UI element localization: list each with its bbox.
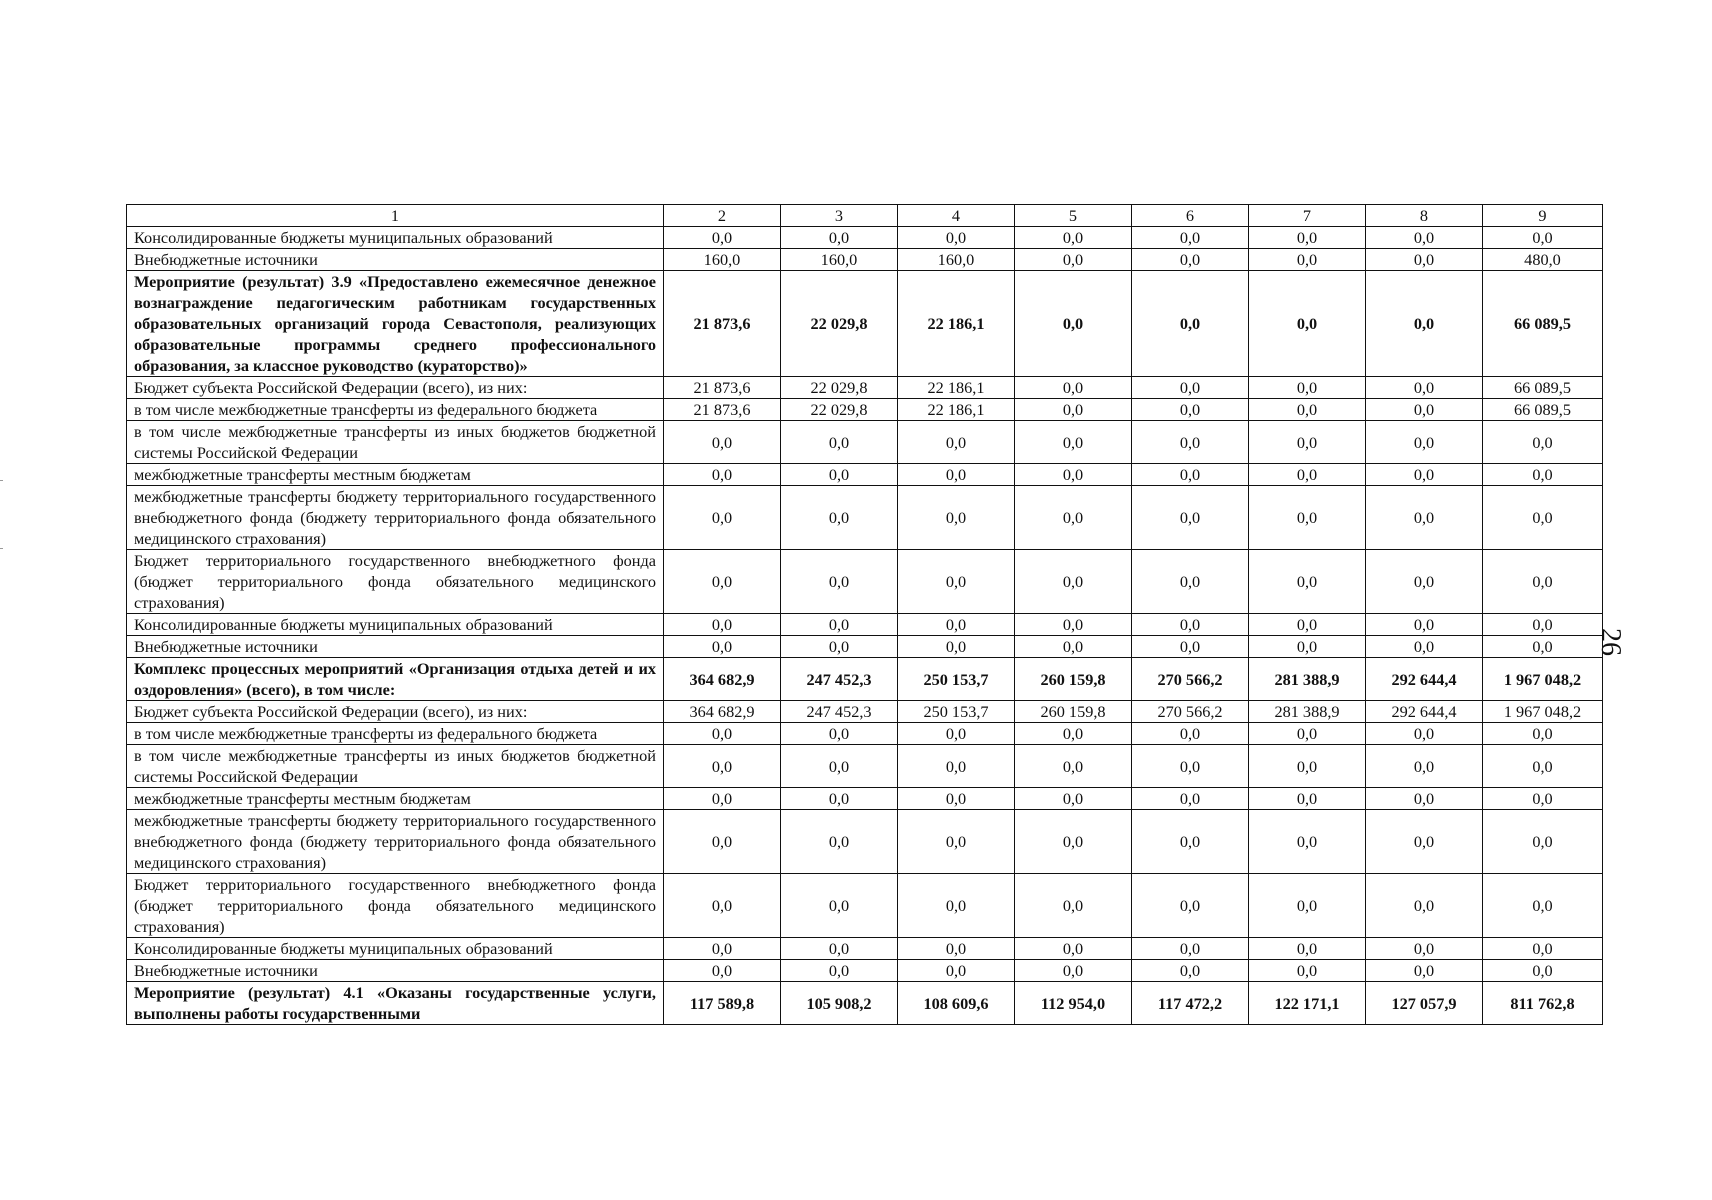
value-cell: 21 873,6	[664, 399, 781, 421]
value-cell: 292 644,4	[1366, 701, 1483, 723]
value-cell: 0,0	[781, 486, 898, 550]
value-cell: 0,0	[898, 421, 1015, 464]
value-cell: 0,0	[1249, 227, 1366, 249]
value-cell: 22 029,8	[781, 377, 898, 399]
value-cell: 247 452,3	[781, 701, 898, 723]
value-cell: 0,0	[898, 938, 1015, 960]
value-cell: 0,0	[1366, 271, 1483, 377]
value-cell: 0,0	[1015, 550, 1132, 614]
column-header: 9	[1483, 205, 1603, 227]
value-cell: 0,0	[1132, 399, 1249, 421]
value-cell: 0,0	[781, 421, 898, 464]
value-cell: 0,0	[1249, 377, 1366, 399]
table-row	[127, 464, 1603, 486]
column-header: 4	[898, 205, 1015, 227]
value-cell: 0,0	[664, 810, 781, 874]
table-row	[127, 249, 1603, 271]
value-cell: 0,0	[1132, 227, 1249, 249]
row-label: Консолидированные бюджеты муниципальных образований	[127, 227, 664, 249]
value-cell: 0,0	[1483, 636, 1603, 658]
value-cell: 0,0	[1132, 874, 1249, 938]
value-cell: 0,0	[1015, 788, 1132, 810]
row-label: Консолидированные бюджеты муниципальных образований	[127, 938, 664, 960]
value-cell: 0,0	[1366, 788, 1483, 810]
value-cell: 0,0	[1015, 723, 1132, 745]
value-cell: 22 186,1	[898, 399, 1015, 421]
table-row	[127, 614, 1603, 636]
row-label: Мероприятие (результат) 4.1 «Оказаны государственные услуги, выполнены работы государственными	[127, 982, 664, 1025]
value-cell: 127 057,9	[1366, 982, 1483, 1025]
row-label: в том числе межбюджетные трансферты из федерального бюджета	[127, 399, 664, 421]
value-cell: 0,0	[1015, 377, 1132, 399]
value-cell: 0,0	[781, 227, 898, 249]
value-cell: 22 186,1	[898, 271, 1015, 377]
table-row	[127, 982, 1603, 1025]
value-cell: 0,0	[1132, 636, 1249, 658]
row-label: межбюджетные трансферты местным бюджетам	[127, 464, 664, 486]
value-cell: 0,0	[1249, 421, 1366, 464]
value-cell: 0,0	[1366, 399, 1483, 421]
table-row	[127, 636, 1603, 658]
row-label: Внебюджетные источники	[127, 960, 664, 982]
value-cell: 0,0	[1015, 636, 1132, 658]
value-cell: 0,0	[1483, 227, 1603, 249]
row-label: межбюджетные трансферты бюджету территориального государственного внебюджетного фонда (бюджету территориального фонда обязательного медицинского страхования)	[127, 810, 664, 874]
value-cell: 0,0	[898, 464, 1015, 486]
value-cell: 0,0	[664, 614, 781, 636]
value-cell: 0,0	[1249, 550, 1366, 614]
row-label: Внебюджетные источники	[127, 249, 664, 271]
value-cell: 0,0	[1483, 614, 1603, 636]
value-cell: 0,0	[781, 723, 898, 745]
value-cell: 0,0	[1483, 788, 1603, 810]
value-cell: 0,0	[1366, 745, 1483, 788]
row-label: в том числе межбюджетные трансферты из иных бюджетов бюджетной системы Российской Федерации	[127, 421, 664, 464]
value-cell: 0,0	[1483, 550, 1603, 614]
value-cell: 0,0	[664, 421, 781, 464]
value-cell: 0,0	[898, 810, 1015, 874]
value-cell: 108 609,6	[898, 982, 1015, 1025]
value-cell: 0,0	[898, 227, 1015, 249]
value-cell: 0,0	[1249, 874, 1366, 938]
table-row	[127, 938, 1603, 960]
column-header: 5	[1015, 205, 1132, 227]
value-cell: 0,0	[1249, 723, 1366, 745]
value-cell: 0,0	[781, 464, 898, 486]
value-cell: 0,0	[1366, 377, 1483, 399]
row-label: Комплекс процессных мероприятий «Организация отдыха детей и их оздоровления» (всего), в том числе:	[127, 658, 664, 701]
value-cell: 0,0	[1366, 874, 1483, 938]
value-cell: 0,0	[781, 960, 898, 982]
value-cell: 281 388,9	[1249, 701, 1366, 723]
value-cell: 0,0	[1249, 399, 1366, 421]
value-cell: 22 029,8	[781, 399, 898, 421]
table-row	[127, 788, 1603, 810]
value-cell: 160,0	[898, 249, 1015, 271]
table-row	[127, 874, 1603, 938]
value-cell: 1 967 048,2	[1483, 658, 1603, 701]
table-row	[127, 550, 1603, 614]
column-header: 8	[1366, 205, 1483, 227]
value-cell: 0,0	[1132, 249, 1249, 271]
value-cell: 364 682,9	[664, 658, 781, 701]
page-number: 26	[1595, 628, 1626, 656]
value-cell: 0,0	[1015, 810, 1132, 874]
value-cell: 0,0	[664, 464, 781, 486]
value-cell: 0,0	[664, 723, 781, 745]
value-cell: 0,0	[1483, 938, 1603, 960]
value-cell: 0,0	[1132, 421, 1249, 464]
value-cell: 0,0	[1015, 938, 1132, 960]
table-row	[127, 271, 1603, 377]
value-cell: 0,0	[781, 810, 898, 874]
value-cell: 0,0	[781, 874, 898, 938]
value-cell: 0,0	[1015, 464, 1132, 486]
value-cell: 0,0	[1483, 464, 1603, 486]
value-cell: 0,0	[1132, 938, 1249, 960]
table-row	[127, 723, 1603, 745]
value-cell: 0,0	[664, 938, 781, 960]
value-cell: 480,0	[1483, 249, 1603, 271]
value-cell: 0,0	[898, 788, 1015, 810]
value-cell: 270 566,2	[1132, 701, 1249, 723]
row-label: в том числе межбюджетные трансферты из иных бюджетов бюджетной системы Российской Федерации	[127, 745, 664, 788]
value-cell: 22 029,8	[781, 271, 898, 377]
value-cell: 0,0	[1366, 486, 1483, 550]
value-cell: 0,0	[1483, 960, 1603, 982]
value-cell: 0,0	[1132, 550, 1249, 614]
value-cell: 0,0	[1249, 249, 1366, 271]
value-cell: 0,0	[1366, 723, 1483, 745]
value-cell: 0,0	[1483, 421, 1603, 464]
value-cell: 0,0	[1249, 745, 1366, 788]
value-cell: 0,0	[1366, 227, 1483, 249]
value-cell: 160,0	[781, 249, 898, 271]
value-cell: 0,0	[1132, 464, 1249, 486]
value-cell: 0,0	[1249, 464, 1366, 486]
row-label: межбюджетные трансферты местным бюджетам	[127, 788, 664, 810]
value-cell: 0,0	[1132, 745, 1249, 788]
row-label: Бюджет территориального государственного внебюджетного фонда (бюджет территориального фонда обязательного медицинского страхования)	[127, 550, 664, 614]
value-cell: 0,0	[1483, 745, 1603, 788]
value-cell: 0,0	[664, 636, 781, 658]
value-cell: 247 452,3	[781, 658, 898, 701]
value-cell: 0,0	[1249, 938, 1366, 960]
value-cell: 0,0	[1249, 486, 1366, 550]
value-cell: 0,0	[664, 550, 781, 614]
value-cell: 0,0	[1249, 960, 1366, 982]
row-label: Внебюджетные источники	[127, 636, 664, 658]
value-cell: 0,0	[898, 745, 1015, 788]
value-cell: 0,0	[664, 788, 781, 810]
table-header-row	[127, 205, 1603, 227]
value-cell: 270 566,2	[1132, 658, 1249, 701]
value-cell: 0,0	[1366, 421, 1483, 464]
scan-edge-mark	[0, 548, 3, 549]
value-cell: 0,0	[1483, 810, 1603, 874]
row-label: межбюджетные трансферты бюджету территориального государственного внебюджетного фонда (бюджету территориального фонда обязательного медицинского страхования)	[127, 486, 664, 550]
value-cell: 0,0	[1015, 745, 1132, 788]
value-cell: 0,0	[1483, 723, 1603, 745]
row-label: Бюджет территориального государственного внебюджетного фонда (бюджет территориального фонда обязательного медицинского страхования)	[127, 874, 664, 938]
value-cell: 21 873,6	[664, 271, 781, 377]
value-cell: 0,0	[1015, 227, 1132, 249]
table-row	[127, 960, 1603, 982]
value-cell: 0,0	[1366, 938, 1483, 960]
value-cell: 0,0	[1366, 249, 1483, 271]
value-cell: 0,0	[898, 614, 1015, 636]
value-cell: 0,0	[1366, 614, 1483, 636]
value-cell: 0,0	[1015, 960, 1132, 982]
value-cell: 0,0	[898, 874, 1015, 938]
value-cell: 0,0	[898, 486, 1015, 550]
value-cell: 0,0	[1249, 636, 1366, 658]
value-cell: 0,0	[1249, 810, 1366, 874]
column-header: 1	[127, 205, 664, 227]
value-cell: 0,0	[1132, 377, 1249, 399]
value-cell: 292 644,4	[1366, 658, 1483, 701]
value-cell: 0,0	[664, 227, 781, 249]
value-cell: 0,0	[1132, 723, 1249, 745]
value-cell: 0,0	[1366, 550, 1483, 614]
value-cell: 0,0	[1015, 614, 1132, 636]
budget-table	[126, 204, 1603, 1025]
value-cell: 0,0	[1249, 271, 1366, 377]
value-cell: 0,0	[1249, 788, 1366, 810]
column-header: 6	[1132, 205, 1249, 227]
value-cell: 0,0	[664, 486, 781, 550]
column-header: 3	[781, 205, 898, 227]
value-cell: 0,0	[1132, 788, 1249, 810]
value-cell: 105 908,2	[781, 982, 898, 1025]
value-cell: 260 159,8	[1015, 658, 1132, 701]
value-cell: 0,0	[1132, 960, 1249, 982]
value-cell: 0,0	[781, 636, 898, 658]
table-row	[127, 227, 1603, 249]
value-cell: 0,0	[898, 960, 1015, 982]
value-cell: 0,0	[781, 788, 898, 810]
value-cell: 0,0	[781, 614, 898, 636]
value-cell: 0,0	[781, 745, 898, 788]
value-cell: 0,0	[1015, 486, 1132, 550]
value-cell: 0,0	[1366, 810, 1483, 874]
row-label: Консолидированные бюджеты муниципальных образований	[127, 614, 664, 636]
value-cell: 112 954,0	[1015, 982, 1132, 1025]
value-cell: 0,0	[1132, 810, 1249, 874]
value-cell: 364 682,9	[664, 701, 781, 723]
value-cell: 122 171,1	[1249, 982, 1366, 1025]
value-cell: 66 089,5	[1483, 377, 1603, 399]
column-header: 2	[664, 205, 781, 227]
value-cell: 0,0	[1366, 464, 1483, 486]
value-cell: 160,0	[664, 249, 781, 271]
value-cell: 0,0	[1366, 960, 1483, 982]
table-row	[127, 745, 1603, 788]
row-label: Бюджет субъекта Российской Федерации (всего), из них:	[127, 377, 664, 399]
value-cell: 811 762,8	[1483, 982, 1603, 1025]
value-cell: 66 089,5	[1483, 399, 1603, 421]
scan-edge-mark	[0, 480, 3, 481]
value-cell: 0,0	[1483, 874, 1603, 938]
value-cell: 0,0	[1015, 421, 1132, 464]
row-label: Мероприятие (результат) 3.9 «Предоставлено ежемесячное денежное вознаграждение педагогическим работникам государственных образовательных организаций города Севастополя, реализующих образовательные программы среднего профессионального образования, за классное руководство (кураторство)»	[127, 271, 664, 377]
value-cell: 0,0	[1132, 271, 1249, 377]
value-cell: 281 388,9	[1249, 658, 1366, 701]
table-row	[127, 486, 1603, 550]
value-cell: 250 153,7	[898, 658, 1015, 701]
value-cell: 0,0	[1015, 271, 1132, 377]
value-cell: 0,0	[664, 960, 781, 982]
value-cell: 0,0	[781, 550, 898, 614]
value-cell: 0,0	[898, 636, 1015, 658]
value-cell: 0,0	[1015, 249, 1132, 271]
value-cell: 0,0	[898, 550, 1015, 614]
row-label: в том числе межбюджетные трансферты из федерального бюджета	[127, 723, 664, 745]
row-label: Бюджет субъекта Российской Федерации (всего), из них:	[127, 701, 664, 723]
table-row	[127, 701, 1603, 723]
value-cell: 22 186,1	[898, 377, 1015, 399]
table-row	[127, 658, 1603, 701]
value-cell: 0,0	[1015, 399, 1132, 421]
column-header: 7	[1249, 205, 1366, 227]
value-cell: 0,0	[1132, 486, 1249, 550]
value-cell: 0,0	[1015, 874, 1132, 938]
table-row	[127, 377, 1603, 399]
value-cell: 0,0	[1483, 486, 1603, 550]
value-cell: 0,0	[781, 938, 898, 960]
value-cell: 260 159,8	[1015, 701, 1132, 723]
value-cell: 1 967 048,2	[1483, 701, 1603, 723]
value-cell: 66 089,5	[1483, 271, 1603, 377]
value-cell: 0,0	[664, 745, 781, 788]
value-cell: 0,0	[1249, 614, 1366, 636]
value-cell: 0,0	[1366, 636, 1483, 658]
table-row	[127, 810, 1603, 874]
table-row	[127, 399, 1603, 421]
value-cell: 117 589,8	[664, 982, 781, 1025]
value-cell: 0,0	[898, 723, 1015, 745]
value-cell: 21 873,6	[664, 377, 781, 399]
value-cell: 0,0	[664, 874, 781, 938]
table-row	[127, 421, 1603, 464]
value-cell: 250 153,7	[898, 701, 1015, 723]
value-cell: 117 472,2	[1132, 982, 1249, 1025]
value-cell: 0,0	[1132, 614, 1249, 636]
